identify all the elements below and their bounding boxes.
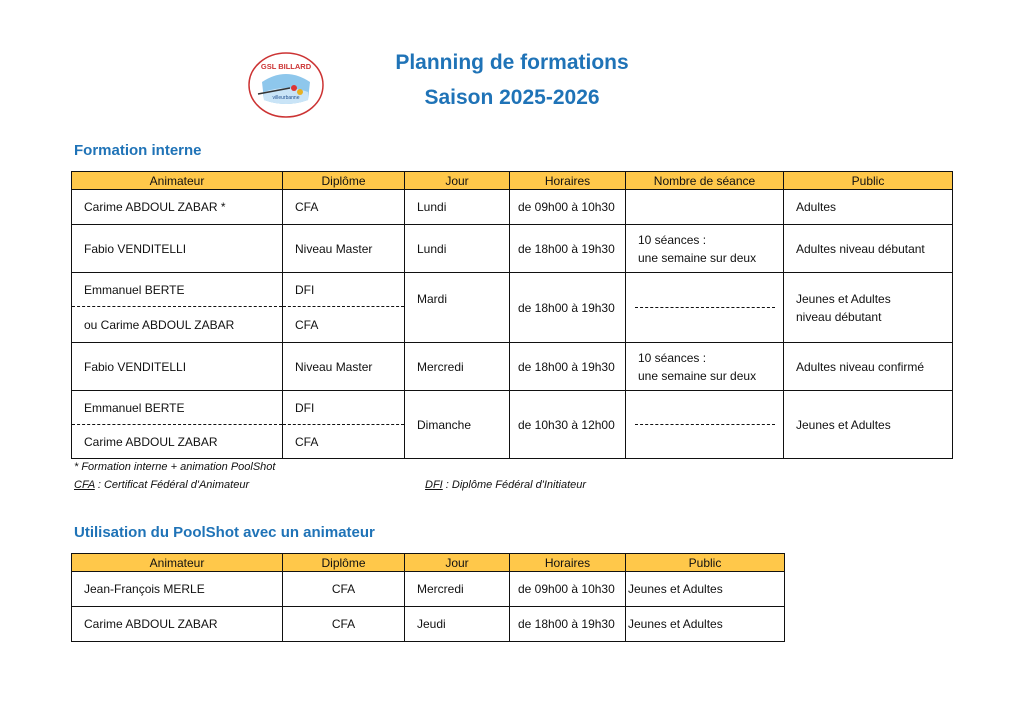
poolshot-table	[71, 553, 785, 642]
table-row	[72, 225, 953, 273]
gsl-billard-logo	[248, 52, 324, 118]
seance-cell	[626, 343, 784, 391]
horaires-cell: de 18h00 à 19h30	[510, 225, 626, 273]
column-header: Animateur	[72, 172, 283, 190]
column-header: Diplôme	[283, 172, 405, 190]
table-header-row	[72, 554, 785, 572]
footnote-poolshot: * Formation interne + animation PoolShot	[74, 461, 276, 473]
table-row	[72, 273, 953, 307]
column-header: Animateur	[72, 554, 283, 572]
dfi-abbr: DFI	[425, 479, 443, 491]
footnote-dfi	[425, 479, 586, 491]
column-header: Nombre de séance	[626, 172, 784, 190]
footnote-cfa	[74, 479, 249, 491]
jour-cell: Mercredi	[405, 572, 510, 607]
cfa-abbr: CFA	[74, 479, 95, 491]
public-cell	[784, 273, 953, 343]
public-cell: Adultes niveau débutant	[784, 225, 953, 273]
section-title-formation-interne: Formation interne	[74, 142, 202, 159]
animateur-cell: Emmanuel BERTE	[72, 391, 283, 425]
jour-cell: Mercredi	[405, 343, 510, 391]
public-line2: niveau débutant	[796, 309, 882, 324]
seance-cell	[626, 391, 784, 459]
column-header: Horaires	[510, 554, 626, 572]
table-row	[72, 607, 785, 642]
public-line1: Jeunes et Adultes	[796, 291, 891, 306]
seance-line1: 10 séances :	[638, 232, 707, 247]
column-header: Diplôme	[283, 554, 405, 572]
animateur-cell: Jean-François MERLE	[72, 572, 283, 607]
horaires-cell: de 09h00 à 10h30	[510, 190, 626, 225]
horaires-cell: de 10h30 à 12h00	[510, 391, 626, 459]
seance-cell	[626, 273, 784, 343]
diplome-cell: CFA	[283, 190, 405, 225]
jour-cell: Dimanche	[405, 391, 510, 459]
diplome-cell: CFA	[283, 572, 405, 607]
diplome-cell: DFI	[283, 391, 405, 425]
table-row	[72, 391, 953, 425]
jour-cell: Mardi	[405, 273, 510, 343]
table-row	[72, 190, 953, 225]
animateur-cell: ou Carime ABDOUL ZABAR	[72, 307, 283, 343]
seance-line2: une semaine sur deux	[638, 250, 757, 265]
cfa-definition: : Certificat Fédéral d'Animateur	[94, 479, 250, 491]
logo-bottom-text: villeurbanne	[272, 95, 300, 101]
diplome-cell: CFA	[283, 425, 405, 459]
table-row	[72, 343, 953, 391]
formation-interne-table	[71, 171, 953, 459]
dfi-definition: : Diplôme Fédéral d'Initiateur	[442, 479, 587, 491]
animateur-cell: Carime ABDOUL ZABAR	[72, 607, 283, 642]
jour-cell: Jeudi	[405, 607, 510, 642]
public-cell: Jeunes et Adultes	[784, 391, 953, 459]
column-header: Horaires	[510, 172, 626, 190]
column-header: Jour	[405, 172, 510, 190]
animateur-cell: Fabio VENDITELLI	[72, 225, 283, 273]
diplome-cell: CFA	[283, 307, 405, 343]
horaires-cell: de 09h00 à 10h30	[510, 572, 626, 607]
jour-cell: Lundi	[405, 225, 510, 273]
seance-line1: 10 séances :	[638, 350, 707, 365]
animateur-cell: Emmanuel BERTE	[72, 273, 283, 307]
seance-line2: une semaine sur deux	[638, 368, 757, 383]
table-header-row	[72, 172, 953, 190]
dash-separator	[635, 307, 775, 308]
column-header: Public	[784, 172, 953, 190]
public-cell: Jeunes et Adultes	[626, 572, 785, 607]
column-header: Jour	[405, 554, 510, 572]
animateur-cell: Fabio VENDITELLI	[72, 343, 283, 391]
section-title-poolshot: Utilisation du PoolShot avec un animateur	[74, 524, 375, 541]
horaires-cell: de 18h00 à 19h30	[510, 343, 626, 391]
seance-cell	[626, 190, 784, 225]
logo-top-text: GSL BILLARD	[260, 62, 312, 71]
public-cell: Jeunes et Adultes	[626, 607, 785, 642]
diplome-cell: DFI	[283, 273, 405, 307]
horaires-cell: de 18h00 à 19h30	[510, 607, 626, 642]
animateur-cell: Carime ABDOUL ZABAR *	[72, 190, 283, 225]
column-header: Public	[626, 554, 785, 572]
public-cell: Adultes niveau confirmé	[784, 343, 953, 391]
diplome-cell: Niveau Master	[283, 343, 405, 391]
seance-cell	[626, 225, 784, 273]
horaires-cell: de 18h00 à 19h30	[510, 273, 626, 343]
diplome-cell: CFA	[283, 607, 405, 642]
table-row	[72, 572, 785, 607]
page-title-line1: Planning de formations	[395, 51, 629, 74]
diplome-cell: Niveau Master	[283, 225, 405, 273]
dash-separator	[635, 424, 775, 425]
page-title-line2: Saison 2025-2026	[424, 86, 600, 109]
public-cell: Adultes	[784, 190, 953, 225]
animateur-cell: Carime ABDOUL ZABAR	[72, 425, 283, 459]
jour-cell: Lundi	[405, 190, 510, 225]
